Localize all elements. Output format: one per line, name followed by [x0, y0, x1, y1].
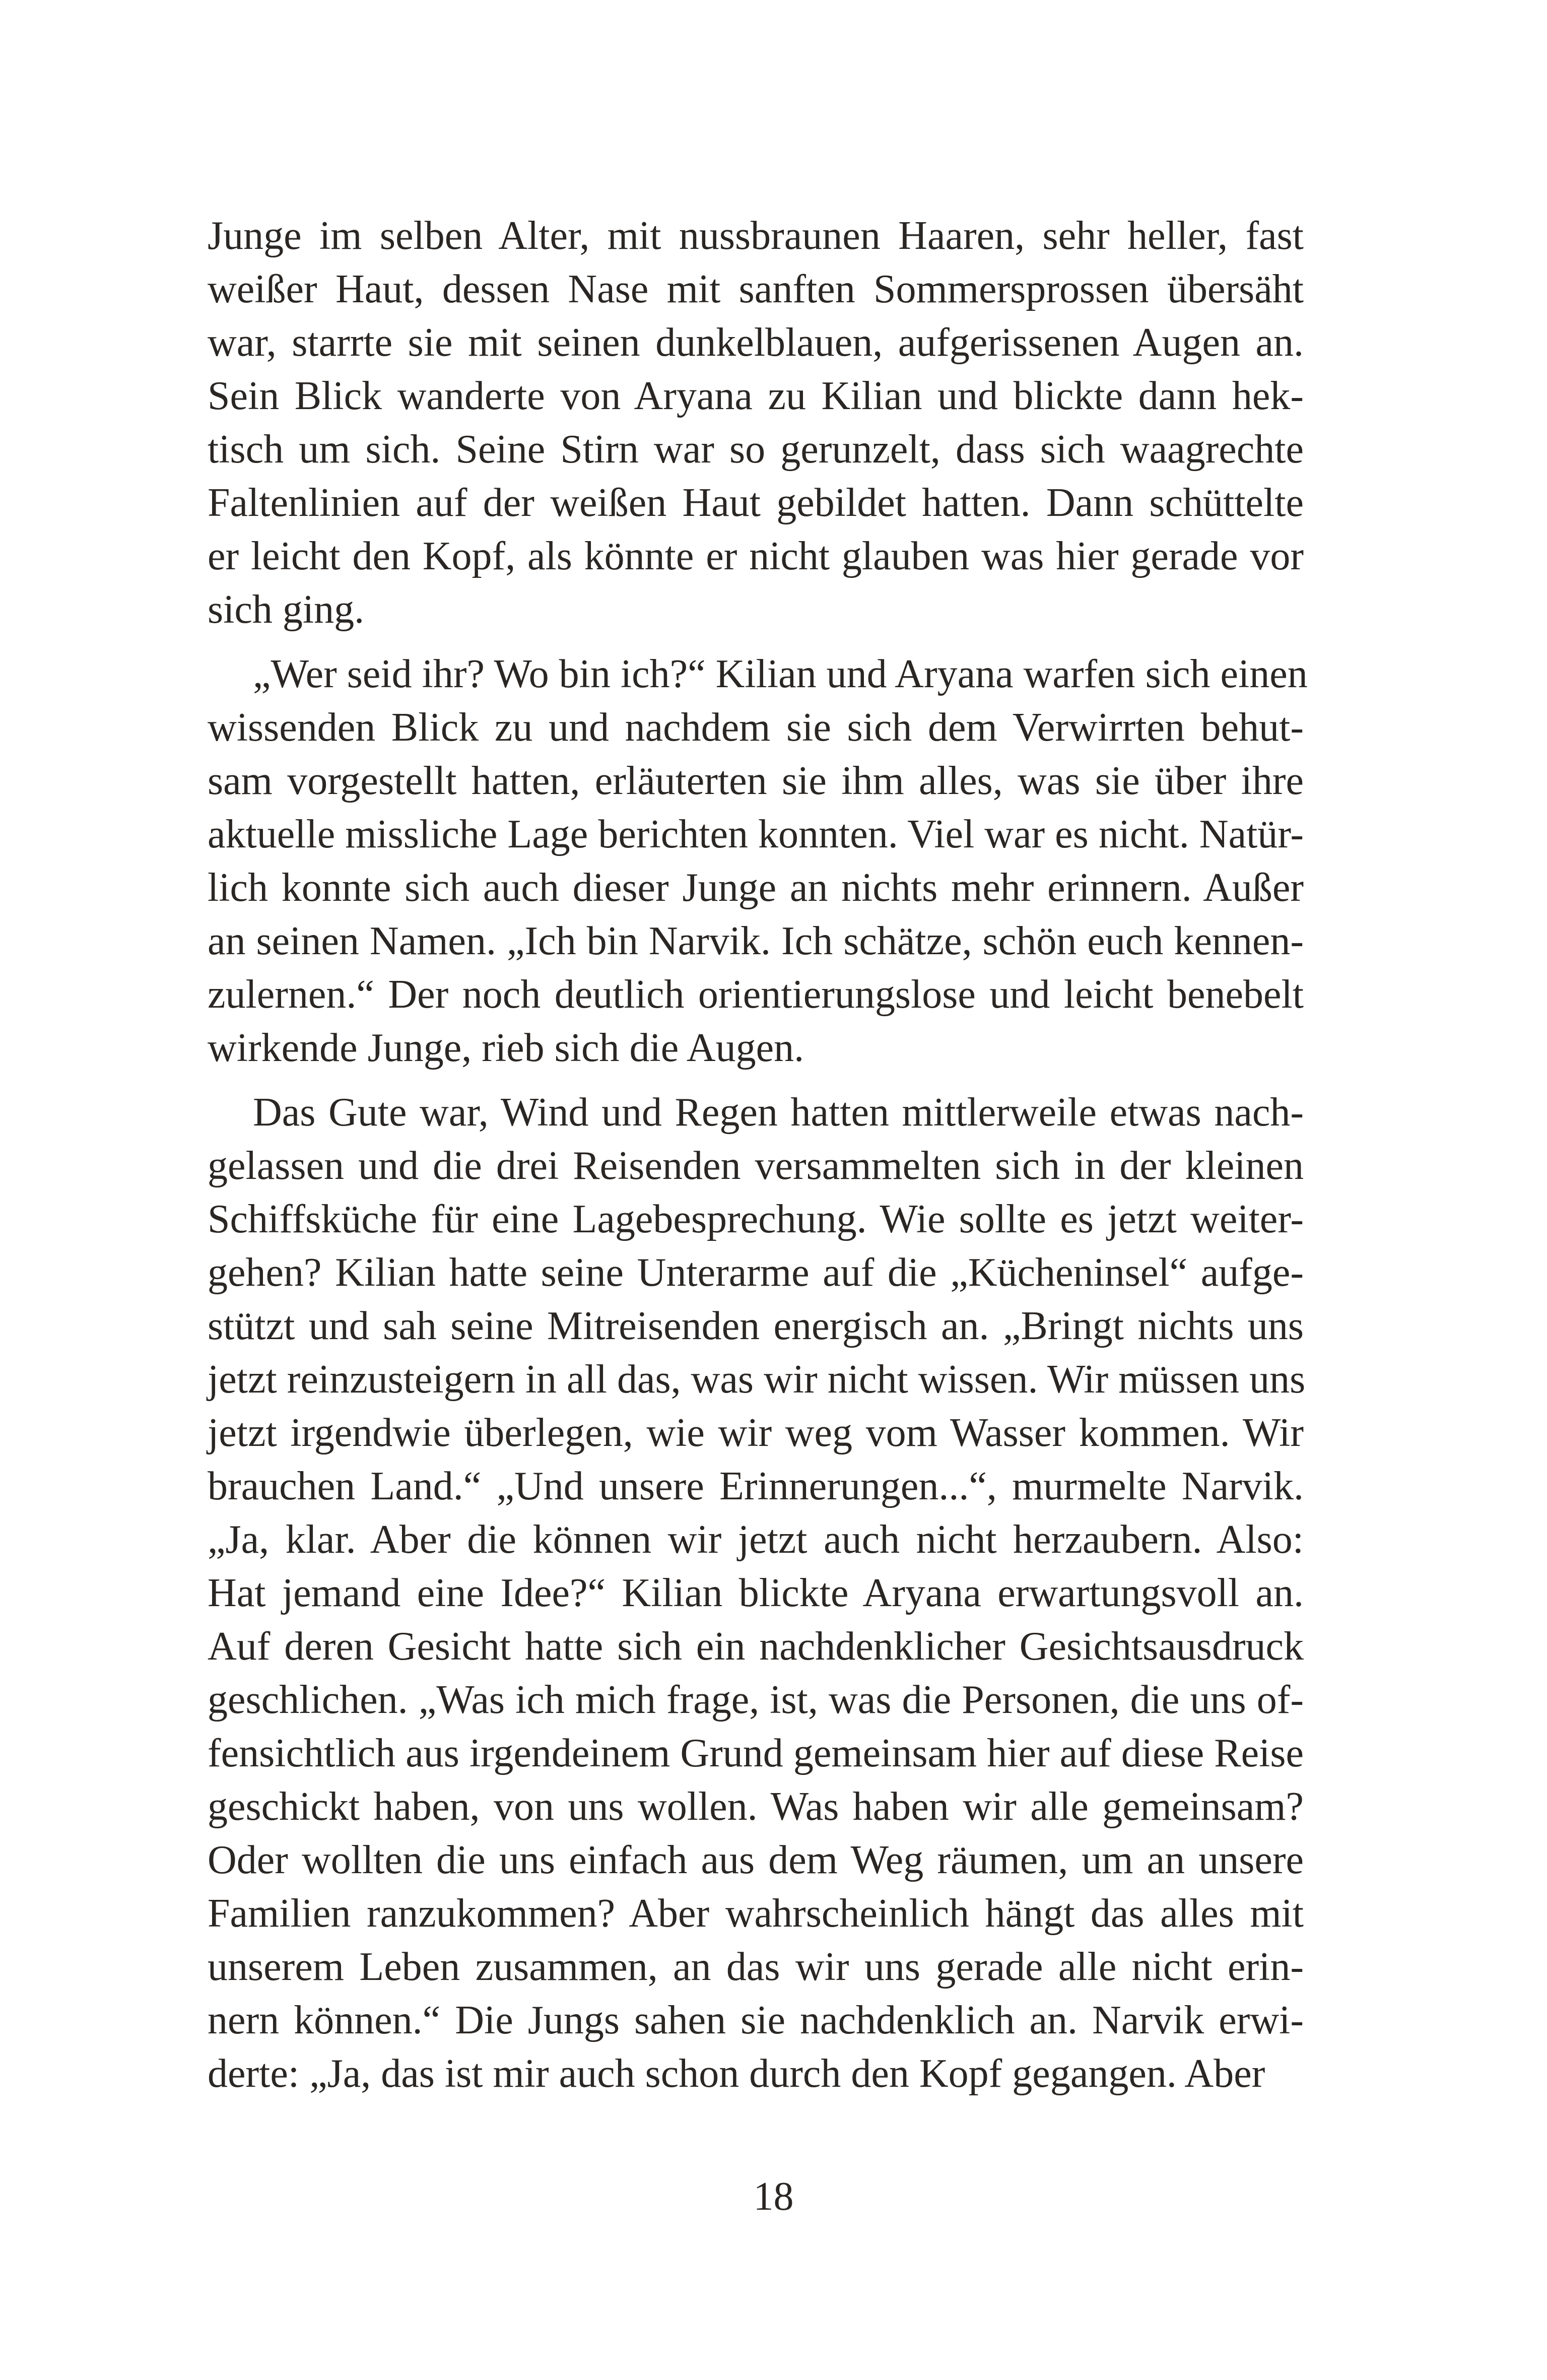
text-line: weißer Haut, dessen Nase mit sanften Sommersprossen übersäht	[208, 267, 1304, 311]
text-line: Familien ranzukommen? Aber wahrscheinlich hängt das alles mit	[208, 1891, 1304, 1936]
paragraph	[208, 647, 1308, 1075]
text-line: er leicht den Kopf, als könnte er nicht glauben was hier gerade vor	[208, 534, 1304, 578]
text-line: „Ja, klar. Aber die können wir jetzt auch nicht herzaubern. Also:	[208, 1517, 1304, 1562]
text-line: geschlichen. „Was ich mich frage, ist, was die Personen, die uns of-	[208, 1678, 1304, 1722]
text-line: nern können.“ Die Jungs sahen sie nachdenklich an. Narvik erwi-	[208, 1998, 1304, 2042]
text-line: wissenden Blick zu und nachdem sie sich dem Verwirrten behut-	[208, 705, 1304, 750]
text-line: sich ging.	[208, 587, 365, 632]
text-line: „Wer seid ihr? Wo bin ich?“ Kilian und Aryana warfen sich einen	[253, 652, 1308, 696]
text-line: Oder wollten die uns einfach aus dem Weg räumen, um an unsere	[208, 1838, 1304, 1882]
text-line: Auf deren Gesicht hatte sich ein nachdenklicher Gesichtsausdruck	[208, 1624, 1304, 1669]
text-line: Das Gute war, Wind und Regen hatten mittlerweile etwas nach-	[253, 1090, 1304, 1135]
text-line: gelassen und die drei Reisenden versammelten sich in der kleinen	[208, 1144, 1304, 1188]
text-line: sam vorgestellt hatten, erläuterten sie ihm alles, was sie über ihre	[208, 759, 1304, 803]
paragraph	[208, 1086, 1304, 2100]
text-line: fensichtlich aus irgendeinem Grund gemeinsam hier auf diese Reise	[208, 1731, 1304, 1775]
text-line: zulernen.“ Der noch deutlich orientierungslose und leicht benebelt	[208, 972, 1304, 1017]
text-line: Schiffsküche für eine Lagebesprechung. Wie sollte es jetzt weiter-	[208, 1197, 1304, 1241]
text-line: jetzt reinzusteigern in all das, was wir nicht wissen. Wir müssen uns	[208, 1357, 1306, 1402]
text-line: Junge im selben Alter, mit nussbraunen Haaren, sehr heller, fast	[208, 214, 1304, 258]
text-line: gehen? Kilian hatte seine Unterarme auf die „Kücheninsel“ aufge-	[208, 1250, 1304, 1295]
text-line: tisch um sich. Seine Stirn war so gerunzelt, dass sich waagrechte	[208, 427, 1304, 472]
paragraph	[208, 209, 1304, 636]
text-line: unserem Leben zusammen, an das wir uns gerade alle nicht erin-	[208, 1945, 1304, 1989]
text-line: aktuelle missliche Lage berichten konnten. Viel war es nicht. Natür-	[208, 812, 1304, 856]
page-number: 18	[753, 2174, 794, 2219]
body-text	[208, 209, 1308, 2100]
text-line: geschickt haben, von uns wollen. Was haben wir alle gemeinsam?	[208, 1784, 1304, 1829]
text-line: war, starrte sie mit seinen dunkelblauen, aufgerissenen Augen an.	[208, 320, 1304, 365]
text-line: an seinen Namen. „Ich bin Narvik. Ich schätze, schön euch kennen-	[208, 919, 1304, 963]
text-line: Sein Blick wanderte von Aryana zu Kilian und blickte dann hek-	[208, 374, 1304, 418]
text-line: Hat jemand eine Idee?“ Kilian blickte Aryana erwartungsvoll an.	[208, 1571, 1304, 1615]
text-line: derte: „Ja, das ist mir auch schon durch den Kopf gegangen. Aber	[208, 2052, 1265, 2096]
text-line: brauchen Land.“ „Und unsere Erinnerungen...“, murmelte Narvik.	[208, 1464, 1304, 1508]
text-line: lich konnte sich auch dieser Junge an nichts mehr erinnern. Außer	[208, 866, 1304, 910]
text-line: Faltenlinien auf der weißen Haut gebildet hatten. Dann schüttelte	[208, 481, 1304, 525]
text-line: jetzt irgendwie überlegen, wie wir weg vom Wasser kommen. Wir	[208, 1411, 1304, 1455]
text-line: wirkende Junge, rieb sich die Augen.	[208, 1026, 804, 1070]
text-line: stützt und sah seine Mitreisenden energisch an. „Bringt nichts uns	[208, 1304, 1304, 1348]
